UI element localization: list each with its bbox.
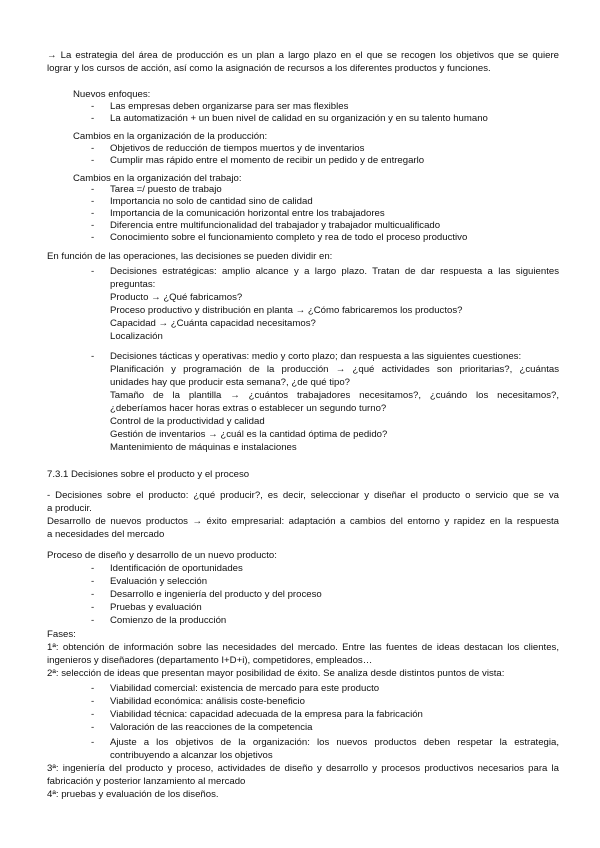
bullet: - — [91, 155, 95, 166]
fase-1-line-2: ingenieros y diseñadores (departamento I+D+i), competidores, empleados… — [47, 655, 373, 666]
bullet: - — [91, 589, 95, 600]
list-item: Comienzo de la producción — [110, 615, 227, 626]
cambios-trab-heading: Cambios en la organización del trabajo: — [73, 173, 242, 184]
tacticas-p1a: Planificación y programación de la producción → ¿qué actividades son prioritarias?, ¿cuántas — [110, 364, 559, 375]
tacticas-p2a: Tamaño de la plantilla → ¿cuántos trabajadores necesitamos?, ¿cuándo los necesitamos?, — [110, 390, 559, 401]
bullet: - — [91, 184, 95, 195]
list-item: Tarea =/ puesto de trabajo — [110, 184, 222, 195]
decisiones-line-4: a necesidades del mercado — [47, 529, 165, 540]
fase-3-line-2: fabricación y posterior lanzamiento al mercado — [47, 776, 246, 787]
list-item: Desarrollo e ingeniería del producto y del proceso — [110, 589, 322, 600]
tacticas-p2b: ¿deberíamos hacer horas extras o establecer un segundo turno? — [110, 403, 387, 414]
funcion-line: En función de las operaciones, las decisiones se pueden dividir en: — [47, 251, 333, 262]
decisiones-line-2: a producir. — [47, 503, 92, 514]
bullet: - — [91, 113, 95, 124]
list-item: Las empresas deben organizarse para ser mas flexibles — [110, 101, 349, 112]
bullet: - — [91, 722, 95, 733]
list-item: Importancia de la comunicación horizontal entre los trabajadores — [110, 208, 385, 219]
estrategicas-q3: Capacidad → ¿Cuánta capacidad necesitamos? — [110, 318, 316, 329]
fase-3-line-1: 3ª: ingeniería del producto y proceso, actividades de diseño y desarrollo y procesos productivos necesarios para la — [47, 763, 559, 774]
estrategicas-q2: Proceso productivo y distribución en planta → ¿Cómo fabricaremos los productos? — [110, 305, 463, 316]
section-title: 7.3.1 Decisiones sobre el producto y el proceso — [47, 469, 250, 480]
tacticas-p1b: unidades hay que producir esta semana?, ¿de qué tipo? — [110, 377, 351, 388]
list-item: Diferencia entre multifuncionalidad del trabajador y trabajador multicualificado — [110, 220, 441, 231]
list-item: Cumplir mas rápido entre el momento de recibir un pedido y de entregarlo — [110, 155, 425, 166]
tacticas-line-1: Decisiones tácticas y operativas: medio y corto plazo; dan respuesta a las siguientes cuestiones: — [110, 351, 522, 362]
decisiones-line-3: Desarrollo de nuevos productos → éxito empresarial: adaptación a cambios del entorno y rapidez en la respuesta — [47, 516, 559, 527]
bullet: - — [91, 232, 95, 243]
bullet: - — [91, 683, 95, 694]
list-item: Viabilidad comercial: existencia de mercado para este producto — [110, 683, 380, 694]
nuevos-heading: Nuevos enfoques: — [73, 89, 151, 100]
ajuste-line-1: Ajuste a los objetivos de la organización: los nuevos productos deben respetar la estrategia, — [110, 737, 559, 748]
estrategicas-line-2: preguntas: — [110, 279, 156, 290]
bullet: - — [91, 615, 95, 626]
list-item: Valoración de las reacciones de la competencia — [110, 722, 313, 733]
cambios-prod-heading: Cambios en la organización de la producción: — [73, 131, 268, 142]
list-item: Identificación de oportunidades — [110, 563, 243, 574]
bullet: - — [91, 208, 95, 219]
bullet: - — [91, 602, 95, 613]
tacticas-p4: Gestión de inventarios → ¿cuál es la cantidad óptima de pedido? — [110, 429, 388, 440]
bullet: - — [91, 220, 95, 231]
bullet: - — [91, 143, 95, 154]
list-item: La automatización + un buen nivel de calidad en su organización y en su talento humano — [110, 113, 488, 124]
list-item: Importancia no solo de cantidad sino de calidad — [110, 196, 313, 207]
list-item: Objetivos de reducción de tiempos muertos y de inventarios — [110, 143, 365, 154]
estrategicas-q4: Localización — [110, 331, 163, 342]
bullet: - — [91, 709, 95, 720]
fase-2: 2ª: selección de ideas que presentan mayor posibilidad de éxito. Se analiza desde distintos puntos de vista: — [47, 668, 505, 679]
bullet: - — [91, 101, 95, 112]
estrategicas-line-1: Decisiones estratégicas: amplio alcance y a largo plazo. Tratan de dar respuesta a las siguientes — [110, 266, 559, 277]
bullet: - — [91, 196, 95, 207]
decisiones-line-1: - Decisiones sobre el producto: ¿qué producir?, es decir, seleccionar y diseñar el producto o servicio que se va — [47, 490, 559, 501]
bullet: - — [91, 266, 95, 277]
bullet: - — [91, 696, 95, 707]
tacticas-p3: Control de la productividad y calidad — [110, 416, 265, 427]
ajuste-line-2: contribuyendo a alcanzar los objetivos — [110, 750, 273, 761]
fase-1-line-1: 1ª: obtención de información sobre las necesidades del mercado. Entre las fuentes de ideas destacan los clientes, — [47, 642, 559, 653]
tacticas-p5: Mantenimiento de máquinas e instalaciones — [110, 442, 297, 453]
intro-line-1: → La estrategia del área de producción es un plan a largo plazo en el que se recogen los objetivos que se quiere — [47, 50, 559, 61]
list-item: Pruebas y evaluación — [110, 602, 202, 613]
list-item: Evaluación y selección — [110, 576, 208, 587]
bullet: - — [91, 351, 95, 362]
fases-heading: Fases: — [47, 629, 76, 640]
intro-line-2: lograr y los cursos de acción, así como la asignación de recursos a los diferentes productos y funciones. — [47, 63, 491, 74]
list-item: Conocimiento sobre el funcionamiento completo y rea de todo el proceso productivo — [110, 232, 468, 243]
bullet: - — [91, 576, 95, 587]
estrategicas-q1: Producto → ¿Qué fabricamos? — [110, 292, 243, 303]
list-item: Viabilidad técnica: capacidad adecuada de la empresa para la fabricación — [110, 709, 423, 720]
fase-4: 4ª: pruebas y evaluación de los diseños. — [47, 789, 219, 800]
bullet: - — [91, 737, 95, 748]
proceso-heading: Proceso de diseño y desarrollo de un nuevo producto: — [47, 550, 277, 561]
list-item: Viabilidad económica: análisis coste-beneficio — [110, 696, 306, 707]
bullet: - — [91, 563, 95, 574]
